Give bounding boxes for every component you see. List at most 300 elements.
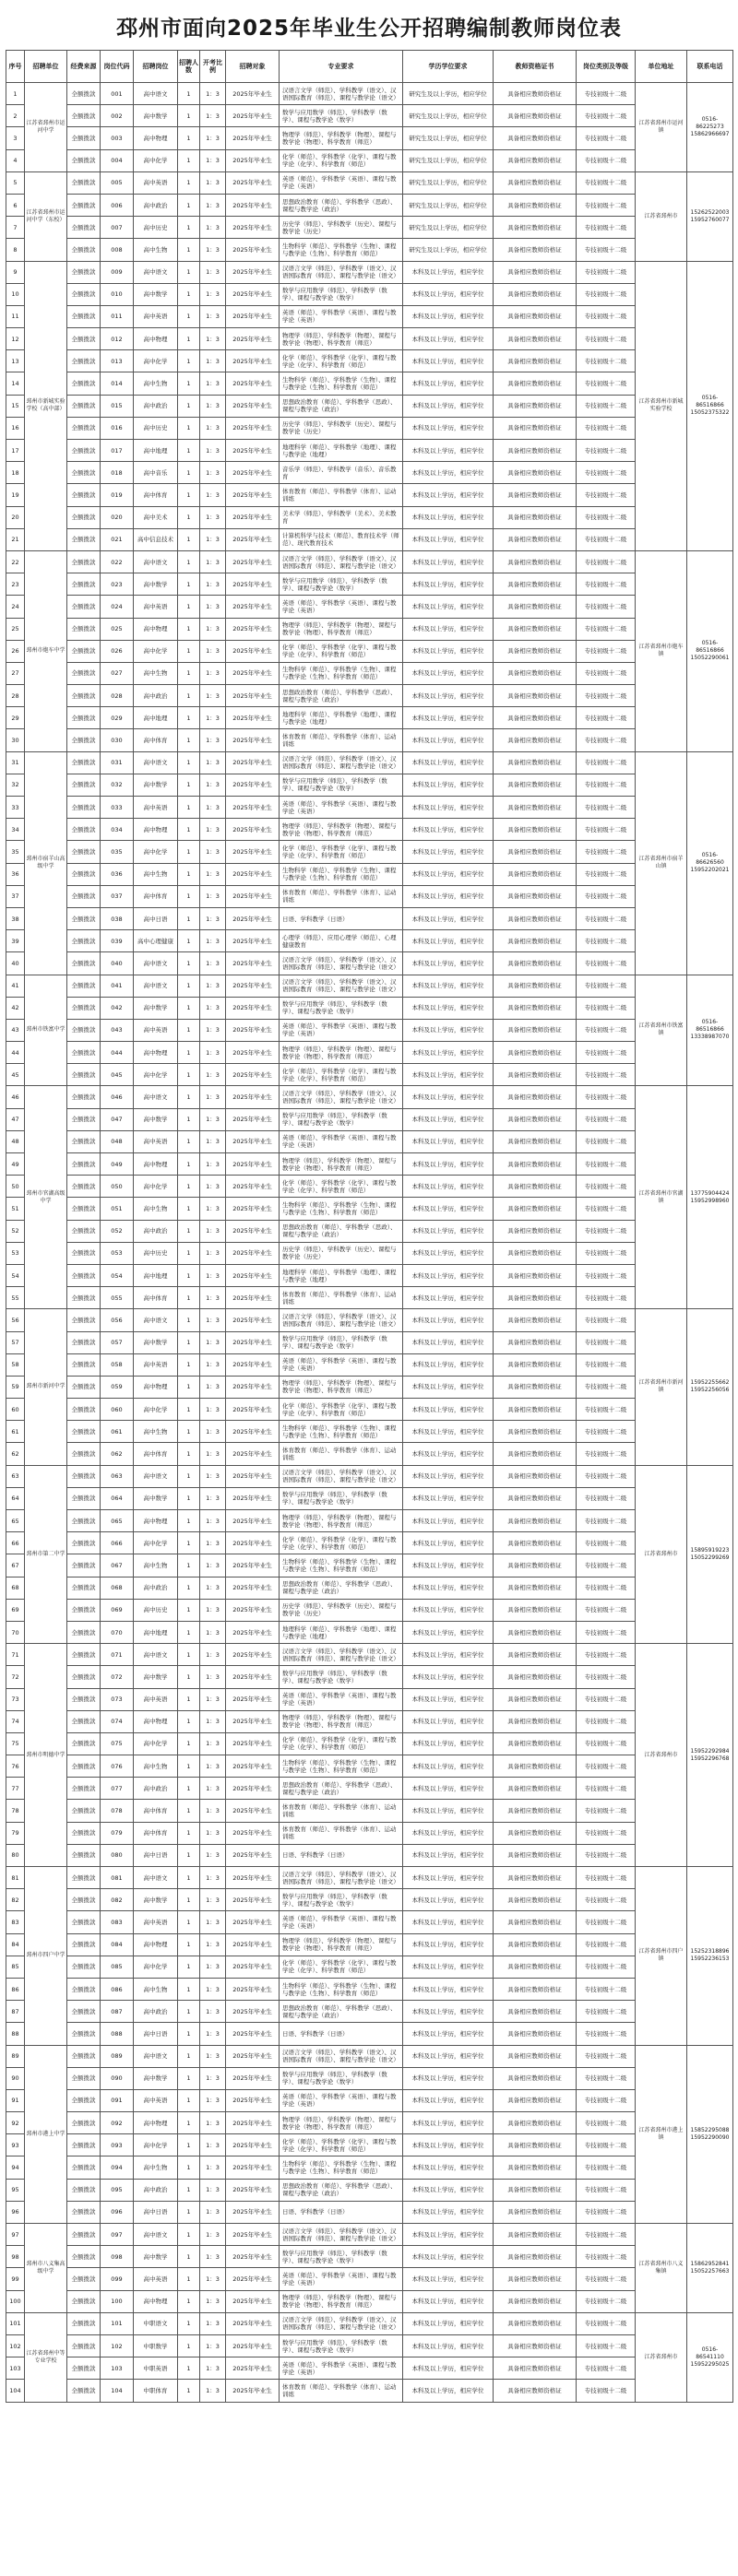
post-code: 047 [101, 1108, 134, 1130]
degree-requirement: 本科及以上学历，相应学位 [403, 1309, 494, 1331]
row-number: 31 [6, 751, 25, 774]
post-name: 高中生物 [134, 1421, 178, 1443]
row-number: 76 [6, 1755, 25, 1778]
major-requirement: 音乐学（师范）、学科教学（音乐）、音乐教育 [280, 462, 403, 484]
recruit-target: 2025年毕业生 [226, 2089, 280, 2111]
exam-ratio: 1：3 [200, 751, 226, 774]
degree-requirement: 本科及以上学历，相应学位 [403, 1956, 494, 1978]
post-level: 专技初级十二级 [577, 2001, 636, 2023]
hire-count: 1 [178, 350, 200, 372]
post-name: 高中政治 [134, 685, 178, 707]
post-code: 077 [101, 1778, 134, 1800]
table-row [6, 2201, 733, 2223]
row-number: 81 [6, 1867, 25, 1889]
post-code: 088 [101, 2023, 134, 2045]
post-code: 033 [101, 797, 134, 819]
hire-count: 1 [178, 975, 200, 997]
funding-source: 全额拨款 [67, 2246, 101, 2268]
post-code: 010 [101, 283, 134, 305]
funding-source: 全额拨款 [67, 618, 101, 640]
post-name: 高中物理 [134, 1042, 178, 1064]
teacher-certificate: 具备相应教师资格证 [494, 640, 577, 662]
funding-source: 全额拨款 [67, 1153, 101, 1176]
row-number: 10 [6, 283, 25, 305]
hire-count: 1 [178, 127, 200, 149]
teacher-certificate: 具备相应教师资格证 [494, 2045, 577, 2067]
recruit-target: 2025年毕业生 [226, 1554, 280, 1577]
funding-source: 全额拨款 [67, 1554, 101, 1577]
row-number: 35 [6, 841, 25, 863]
funding-source: 全额拨款 [67, 1019, 101, 1041]
recruit-target: 2025年毕业生 [226, 1688, 280, 1710]
exam-ratio: 1：3 [200, 2179, 226, 2201]
major-requirement: 美术学（师范）、学科教学（美术）、美术教育 [280, 506, 403, 528]
degree-requirement: 本科及以上学历，相应学位 [403, 930, 494, 952]
post-level: 专技初级十二级 [577, 751, 636, 774]
exam-ratio: 1：3 [200, 1353, 226, 1376]
teacher-certificate: 具备相应教师资格证 [494, 283, 577, 305]
post-level: 专技初级十二级 [577, 528, 636, 550]
post-level: 专技初级十二级 [577, 2201, 636, 2223]
recruit-target: 2025年毕业生 [226, 2179, 280, 2201]
row-number: 99 [6, 2268, 25, 2290]
row-number: 20 [6, 506, 25, 528]
post-level: 专技初级十二级 [577, 952, 636, 975]
post-code: 095 [101, 2179, 134, 2201]
exam-ratio: 1：3 [200, 105, 226, 127]
row-number: 5 [6, 171, 25, 194]
row-number: 4 [6, 149, 25, 171]
teacher-certificate: 具备相应教师资格证 [494, 1487, 577, 1509]
row-number: 1 [6, 83, 25, 105]
hire-count: 1 [178, 1309, 200, 1331]
degree-requirement: 本科及以上学历，相应学位 [403, 550, 494, 573]
teacher-certificate: 具备相应教师资格证 [494, 2134, 577, 2157]
table-row [6, 1309, 733, 1331]
exam-ratio: 1：3 [200, 1465, 226, 1487]
table-row [6, 1042, 733, 1064]
funding-source: 全额拨款 [67, 1688, 101, 1710]
teacher-certificate: 具备相应教师资格证 [494, 1532, 577, 1554]
table-row [6, 2334, 733, 2357]
post-name: 高中化学 [134, 350, 178, 372]
degree-requirement: 本科及以上学历，相应学位 [403, 2134, 494, 2157]
post-code: 003 [101, 127, 134, 149]
major-requirement: 体育教育（师范）、学科教学（体育）、运动训练 [280, 1443, 403, 1465]
recruiting-unit: 邳州市铁富中学 [25, 975, 67, 1086]
exam-ratio: 1：3 [200, 239, 226, 261]
post-level: 专技初级十二级 [577, 2045, 636, 2067]
row-number: 80 [6, 1844, 25, 1866]
table-row [6, 1353, 733, 1376]
post-level: 专技初级十二级 [577, 997, 636, 1019]
post-level: 专技初级十二级 [577, 1644, 636, 1666]
table-row [6, 1978, 733, 2000]
recruit-target: 2025年毕业生 [226, 819, 280, 841]
table-row [6, 2246, 733, 2268]
table-row [6, 2268, 733, 2290]
exam-ratio: 1：3 [200, 1153, 226, 1176]
post-name: 高中物理 [134, 1933, 178, 1956]
table-row [6, 2224, 733, 2246]
funding-source: 全额拨款 [67, 952, 101, 975]
degree-requirement: 本科及以上学历，相应学位 [403, 1978, 494, 2000]
table-row [6, 1487, 733, 1509]
teacher-certificate: 具备相应教师资格证 [494, 1376, 577, 1398]
degree-requirement: 研究生及以上学历，相应学位 [403, 171, 494, 194]
funding-source: 全额拨款 [67, 729, 101, 751]
hire-count: 1 [178, 685, 200, 707]
post-level: 专技初级十二级 [577, 1421, 636, 1443]
post-code: 078 [101, 1800, 134, 1822]
funding-source: 全额拨款 [67, 2134, 101, 2157]
post-name: 高中数学 [134, 1331, 178, 1353]
table-row [6, 573, 733, 596]
unit-address: 江苏省邳州市新河镇 [636, 1309, 687, 1465]
major-requirement: 数学与应用数学（师范）、学科教学（数学）、课程与教学论（数学） [280, 1889, 403, 1911]
hire-count: 1 [178, 1220, 200, 1242]
teacher-certificate: 具备相应教师资格证 [494, 2312, 577, 2334]
major-requirement: 历史学（师范）、学科教学（历史）、课程与教学论（历史） [280, 1242, 403, 1264]
recruit-target: 2025年毕业生 [226, 1510, 280, 1532]
teacher-certificate: 具备相应教师资格证 [494, 149, 577, 171]
contact-phone: 0516-86516866 13338987070 [687, 975, 733, 1086]
post-level: 专技初级十二级 [577, 217, 636, 239]
table-row [6, 885, 733, 907]
recruit-target: 2025年毕业生 [226, 2067, 280, 2089]
post-code: 039 [101, 930, 134, 952]
post-name: 高中物理 [134, 2290, 178, 2312]
post-code: 072 [101, 1666, 134, 1688]
row-number: 64 [6, 1487, 25, 1509]
major-requirement: 生物科学（师范）、学科教学（生物）、课程与教学论（生物）、科学教育（师范） [280, 1978, 403, 2000]
post-name: 高中语文 [134, 1086, 178, 1108]
major-requirement: 数学与应用数学（师范）、学科教学（数学）、课程与教学论（数学） [280, 1666, 403, 1688]
table-row [6, 350, 733, 372]
teacher-certificate: 具备相应教师资格证 [494, 417, 577, 439]
post-name: 高中数学 [134, 573, 178, 596]
post-level: 专技初级十二级 [577, 1933, 636, 1956]
post-code: 054 [101, 1264, 134, 1286]
degree-requirement: 本科及以上学历，相应学位 [403, 1577, 494, 1599]
table-row [6, 239, 733, 261]
teacher-certificate: 具备相应教师资格证 [494, 1644, 577, 1666]
hire-count: 1 [178, 149, 200, 171]
post-level: 专技初级十二级 [577, 484, 636, 506]
post-code: 051 [101, 1198, 134, 1220]
hire-count: 1 [178, 305, 200, 327]
unit-address: 江苏省邳州市运河镇 [636, 83, 687, 172]
row-number: 8 [6, 239, 25, 261]
hire-count: 1 [178, 2001, 200, 2023]
major-requirement: 思想政治教育（师范）、学科教学（思政）、课程与教学论（政治） [280, 1577, 403, 1599]
post-name: 中职数学 [134, 2334, 178, 2357]
post-code: 044 [101, 1042, 134, 1064]
major-requirement: 汉语言文学（师范）、学科教学（语文）、汉语国际教育（师范）、课程与教学论（语文） [280, 1309, 403, 1331]
post-level: 专技初级十二级 [577, 372, 636, 395]
exam-ratio: 1：3 [200, 506, 226, 528]
recruiting-unit: 邳州市新河中学 [25, 1309, 67, 1465]
post-name: 高中政治 [134, 2179, 178, 2201]
degree-requirement: 本科及以上学历，相应学位 [403, 1732, 494, 1755]
major-requirement: 汉语言文学（师范）、学科教学（语文）、汉语国际教育（师范）、课程与教学论（语文） [280, 1465, 403, 1487]
recruit-target: 2025年毕业生 [226, 1778, 280, 1800]
funding-source: 全额拨款 [67, 907, 101, 929]
hire-count: 1 [178, 1554, 200, 1577]
table-row [6, 1956, 733, 1978]
major-requirement: 生物科学（师范）、学科教学（生物）、课程与教学论（生物）、科学教育（师范） [280, 1198, 403, 1220]
exam-ratio: 1：3 [200, 2112, 226, 2134]
degree-requirement: 本科及以上学历，相应学位 [403, 863, 494, 885]
table-row [6, 1621, 733, 1643]
row-number: 91 [6, 2089, 25, 2111]
post-level: 专技初级十二级 [577, 1621, 636, 1643]
table-row [6, 1108, 733, 1130]
major-requirement: 数学与应用数学（师范）、学科教学（数学）、课程与教学论（数学） [280, 1487, 403, 1509]
recruit-target: 2025年毕业生 [226, 305, 280, 327]
funding-source: 全额拨款 [67, 1577, 101, 1599]
funding-source: 全额拨款 [67, 484, 101, 506]
recruit-target: 2025年毕业生 [226, 1666, 280, 1688]
recruit-target: 2025年毕业生 [226, 907, 280, 929]
teacher-certificate: 具备相应教师资格证 [494, 1933, 577, 1956]
hire-count: 1 [178, 1108, 200, 1130]
hire-count: 1 [178, 440, 200, 462]
teacher-certificate: 具备相应教师资格证 [494, 618, 577, 640]
exam-ratio: 1：3 [200, 194, 226, 216]
post-name: 高中美术 [134, 506, 178, 528]
hire-count: 1 [178, 2201, 200, 2223]
degree-requirement: 本科及以上学历，相应学位 [403, 1465, 494, 1487]
table-row [6, 952, 733, 975]
table-row [6, 462, 733, 484]
table-row [6, 1644, 733, 1666]
recruit-target: 2025年毕业生 [226, 2290, 280, 2312]
teacher-certificate: 具备相应教师资格证 [494, 2224, 577, 2246]
post-level: 专技初级十二级 [577, 1554, 636, 1577]
degree-requirement: 本科及以上学历，相应学位 [403, 1086, 494, 1108]
exam-ratio: 1：3 [200, 729, 226, 751]
hire-count: 1 [178, 1956, 200, 1978]
exam-ratio: 1：3 [200, 1666, 226, 1688]
post-code: 061 [101, 1421, 134, 1443]
column-header: 招聘对象 [226, 51, 280, 83]
contact-phone: 15852295088 15952290090 [687, 2045, 733, 2224]
post-level: 专技初级十二级 [577, 1287, 636, 1309]
row-number: 28 [6, 685, 25, 707]
funding-source: 全额拨款 [67, 528, 101, 550]
funding-source: 全额拨款 [67, 105, 101, 127]
major-requirement: 化学（师范）、学科教学（化学）、课程与教学论（化学）、科学教育（师范） [280, 1532, 403, 1554]
hire-count: 1 [178, 194, 200, 216]
row-number: 83 [6, 1911, 25, 1933]
major-requirement: 物理学（师范）、学科教学（物理）、课程与教学论（物理）、科学教育（师范） [280, 127, 403, 149]
teacher-certificate: 具备相应教师资格证 [494, 462, 577, 484]
teacher-certificate: 具备相应教师资格证 [494, 1108, 577, 1130]
teacher-certificate: 具备相应教师资格证 [494, 2246, 577, 2268]
exam-ratio: 1：3 [200, 841, 226, 863]
degree-requirement: 本科及以上学历，相应学位 [403, 1198, 494, 1220]
post-code: 028 [101, 685, 134, 707]
degree-requirement: 本科及以上学历，相应学位 [403, 2179, 494, 2201]
teacher-certificate: 具备相应教师资格证 [494, 1086, 577, 1108]
degree-requirement: 本科及以上学历，相应学位 [403, 729, 494, 751]
exam-ratio: 1：3 [200, 2023, 226, 2045]
row-number: 74 [6, 1710, 25, 1732]
row-number: 90 [6, 2067, 25, 2089]
major-requirement: 体育教育（师范）、学科教学（体育）、运动训练 [280, 2380, 403, 2402]
exam-ratio: 1：3 [200, 2067, 226, 2089]
major-requirement: 心理学（师范）、应用心理学（师范）、心理健康教育 [280, 930, 403, 952]
exam-ratio: 1：3 [200, 305, 226, 327]
post-name: 高中数学 [134, 2067, 178, 2089]
major-requirement: 英语（师范）、学科教学（英语）、课程与教学论（英语） [280, 1130, 403, 1152]
major-requirement: 物理学（师范）、学科教学（物理）、课程与教学论（物理）、科学教育（师范） [280, 819, 403, 841]
teacher-certificate: 具备相应教师资格证 [494, 797, 577, 819]
row-number: 44 [6, 1042, 25, 1064]
hire-count: 1 [178, 1487, 200, 1509]
exam-ratio: 1：3 [200, 1778, 226, 1800]
funding-source: 全额拨款 [67, 2045, 101, 2067]
major-requirement: 生物科学（师范）、学科教学（生物）、课程与教学论（生物）、科学教育（师范） [280, 1421, 403, 1443]
post-code: 082 [101, 1889, 134, 1911]
post-level: 专技初级十二级 [577, 2112, 636, 2134]
table-row [6, 194, 733, 216]
major-requirement: 化学（师范）、学科教学（化学）、课程与教学论（化学）、科学教育（师范） [280, 640, 403, 662]
post-name: 高中语文 [134, 550, 178, 573]
post-name: 高中化学 [134, 1399, 178, 1421]
funding-source: 全额拨款 [67, 1198, 101, 1220]
recruit-target: 2025年毕业生 [226, 930, 280, 952]
hire-count: 1 [178, 1421, 200, 1443]
table-row [6, 261, 733, 283]
funding-source: 全额拨款 [67, 1287, 101, 1309]
table-row [6, 1287, 733, 1309]
hire-count: 1 [178, 1086, 200, 1108]
exam-ratio: 1：3 [200, 1956, 226, 1978]
degree-requirement: 本科及以上学历，相应学位 [403, 1264, 494, 1286]
table-row [6, 863, 733, 885]
funding-source: 全额拨款 [67, 1064, 101, 1086]
post-code: 015 [101, 395, 134, 417]
funding-source: 全额拨款 [67, 885, 101, 907]
contact-phone: 0516-86516866 15052375322 [687, 261, 733, 550]
recruit-target: 2025年毕业生 [226, 1399, 280, 1421]
post-name: 高中英语 [134, 305, 178, 327]
table-row [6, 2179, 733, 2201]
funding-source: 全额拨款 [67, 751, 101, 774]
exam-ratio: 1：3 [200, 1732, 226, 1755]
degree-requirement: 本科及以上学历，相应学位 [403, 1421, 494, 1443]
post-code: 076 [101, 1755, 134, 1778]
funding-source: 全额拨款 [67, 1889, 101, 1911]
recruit-target: 2025年毕业生 [226, 417, 280, 439]
post-code: 053 [101, 1242, 134, 1264]
exam-ratio: 1：3 [200, 1264, 226, 1286]
exam-ratio: 1：3 [200, 217, 226, 239]
post-level: 专技初级十二级 [577, 841, 636, 863]
post-level: 专技初级十二级 [577, 1086, 636, 1108]
exam-ratio: 1：3 [200, 2246, 226, 2268]
funding-source: 全额拨款 [67, 797, 101, 819]
exam-ratio: 1：3 [200, 1688, 226, 1710]
major-requirement: 汉语言文学（师范）、学科教学（语文）、汉语国际教育（师范）、课程与教学论（语文） [280, 975, 403, 997]
degree-requirement: 本科及以上学历，相应学位 [403, 1399, 494, 1421]
hire-count: 1 [178, 1465, 200, 1487]
row-number: 79 [6, 1822, 25, 1844]
teacher-certificate: 具备相应教师资格证 [494, 1889, 577, 1911]
row-number: 63 [6, 1465, 25, 1487]
post-code: 018 [101, 462, 134, 484]
exam-ratio: 1：3 [200, 1755, 226, 1778]
row-number: 100 [6, 2290, 25, 2312]
exam-ratio: 1：3 [200, 1287, 226, 1309]
post-code: 036 [101, 863, 134, 885]
post-name: 高中生物 [134, 1978, 178, 2000]
major-requirement: 思想政治教育（师范）、学科教学（思政）、课程与教学论（政治） [280, 685, 403, 707]
recruit-target: 2025年毕业生 [226, 1577, 280, 1599]
post-name: 高中数学 [134, 1487, 178, 1509]
post-name: 高中体育 [134, 1287, 178, 1309]
table-row [6, 1778, 733, 1800]
recruit-target: 2025年毕业生 [226, 797, 280, 819]
post-level: 专技初级十二级 [577, 1064, 636, 1086]
funding-source: 全额拨款 [67, 841, 101, 863]
recruit-target: 2025年毕业生 [226, 239, 280, 261]
major-requirement: 化学（师范）、学科教学（化学）、课程与教学论（化学）、科学教育（师范） [280, 1064, 403, 1086]
teacher-certificate: 具备相应教师资格证 [494, 1666, 577, 1688]
funding-source: 全额拨款 [67, 2334, 101, 2357]
post-code: 094 [101, 2157, 134, 2179]
funding-source: 全额拨款 [67, 328, 101, 350]
post-name: 高中地理 [134, 440, 178, 462]
post-level: 专技初级十二级 [577, 1042, 636, 1064]
funding-source: 全额拨款 [67, 1822, 101, 1844]
major-requirement: 思想政治教育（师范）、学科教学（思政）、课程与教学论（政治） [280, 1778, 403, 1800]
teacher-certificate: 具备相应教师资格证 [494, 127, 577, 149]
degree-requirement: 本科及以上学历，相应学位 [403, 1554, 494, 1577]
recruit-target: 2025年毕业生 [226, 1042, 280, 1064]
post-level: 专技初级十二级 [577, 1844, 636, 1866]
post-level: 专技初级十二级 [577, 2179, 636, 2201]
table-row [6, 83, 733, 105]
teacher-certificate: 具备相应教师资格证 [494, 1844, 577, 1866]
teacher-certificate: 具备相应教师资格证 [494, 2179, 577, 2201]
degree-requirement: 本科及以上学历，相应学位 [403, 1353, 494, 1376]
degree-requirement: 本科及以上学历，相应学位 [403, 1220, 494, 1242]
table-row [6, 528, 733, 550]
row-number: 61 [6, 1421, 25, 1443]
major-requirement: 日语、学科教学（日语） [280, 2201, 403, 2223]
row-number: 102 [6, 2334, 25, 2357]
hire-count: 1 [178, 997, 200, 1019]
teacher-certificate: 具备相应教师资格证 [494, 1264, 577, 1286]
recruit-target: 2025年毕业生 [226, 2268, 280, 2290]
hire-count: 1 [178, 2134, 200, 2157]
recruit-target: 2025年毕业生 [226, 1153, 280, 1176]
teacher-certificate: 具备相应教师资格证 [494, 550, 577, 573]
exam-ratio: 1：3 [200, 1086, 226, 1108]
post-code: 055 [101, 1287, 134, 1309]
table-row [6, 2380, 733, 2402]
post-name: 高中地理 [134, 707, 178, 729]
row-number: 67 [6, 1554, 25, 1577]
degree-requirement: 本科及以上学历，相应学位 [403, 1042, 494, 1064]
teacher-certificate: 具备相应教师资格证 [494, 1042, 577, 1064]
table-row [6, 217, 733, 239]
degree-requirement: 本科及以上学历，相应学位 [403, 1443, 494, 1465]
post-code: 024 [101, 596, 134, 618]
